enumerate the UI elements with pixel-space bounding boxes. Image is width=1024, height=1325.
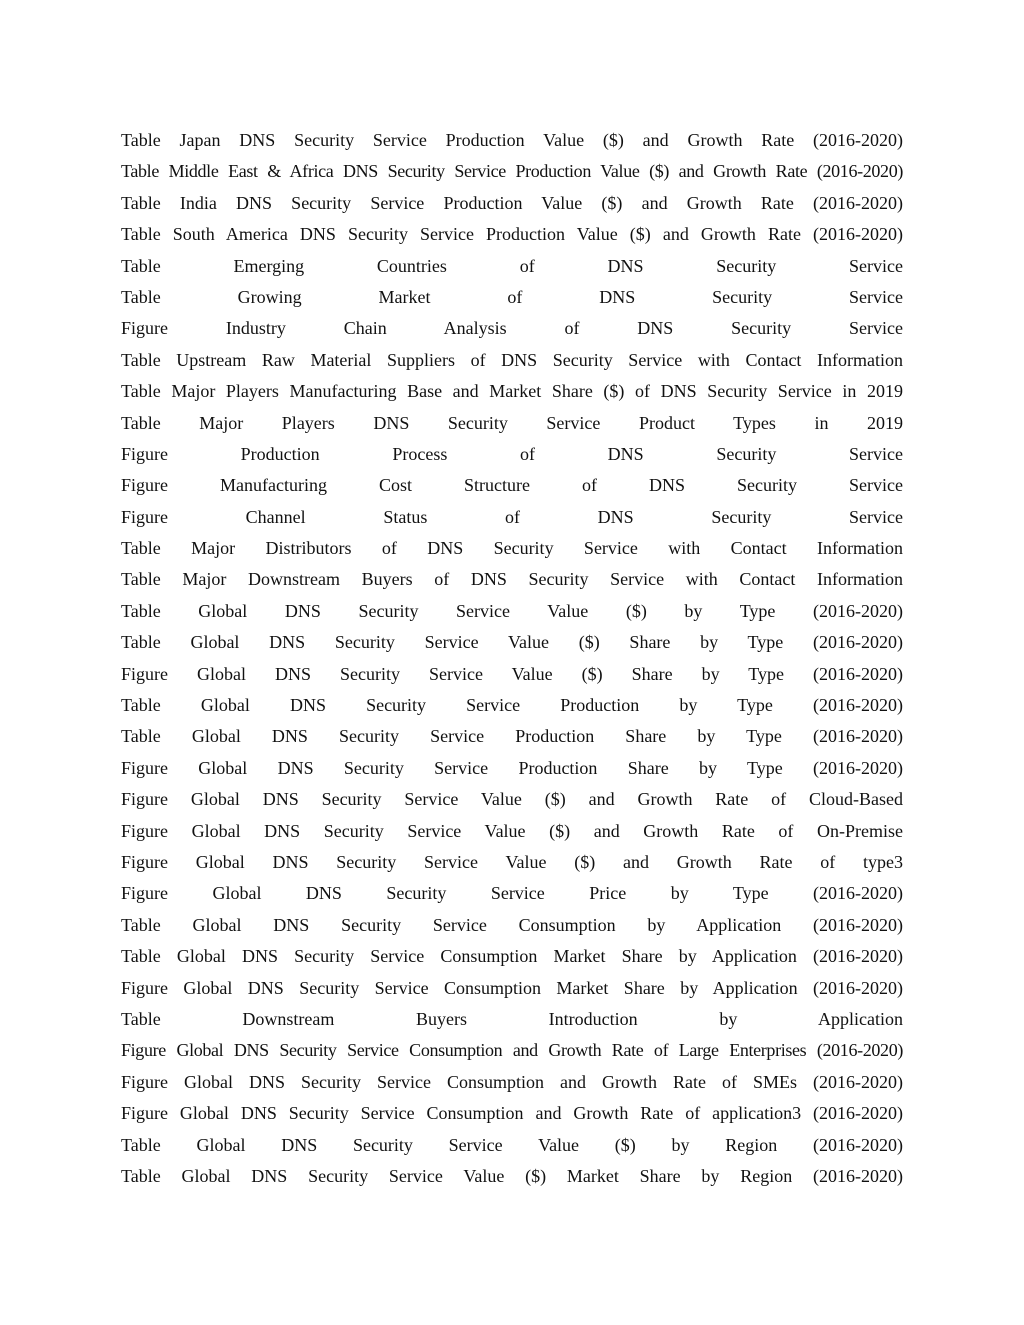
- list-item: Figure Industry Chain Analysis of DNS Security Service: [121, 318, 903, 339]
- list-item: Figure Manufacturing Cost Structure of DNS Security Service: [121, 475, 903, 496]
- list-item: Table Global DNS Security Service Value ($) Share by Type (2016-2020): [121, 632, 903, 653]
- list-item: Table Global DNS Security Service Production by Type (2016-2020): [121, 695, 903, 716]
- list-item: Table Global DNS Security Service Consumption by Application (2016-2020): [121, 914, 903, 935]
- list-item: Figure Global DNS Security Service Price by Type (2016-2020): [121, 883, 903, 904]
- list-item: Table Global DNS Security Service Consumption Market Share by Application (2016-2020): [121, 946, 903, 967]
- list-item: Figure Global DNS Security Service Value ($) and Growth Rate of On-Premise: [121, 820, 903, 841]
- list-item: Figure Channel Status of DNS Security Service: [121, 506, 903, 527]
- list-item: Figure Global DNS Security Service Consumption Market Share by Application (2016-2020): [121, 977, 903, 998]
- list-item: Table Japan DNS Security Service Production Value ($) and Growth Rate (2016-2020): [121, 130, 903, 150]
- list-item: Figure Global DNS Security Service Production Share by Type (2016-2020): [121, 757, 903, 778]
- list-item: Figure Global DNS Security Service Value ($) and Growth Rate of type3: [121, 851, 903, 872]
- list-item: Table Global DNS Security Service Value ($) Market Share by Region (2016-2020): [121, 1165, 903, 1186]
- list-item: Table Major Players Manufacturing Base and Market Share ($) of DNS Security Service in 2019: [121, 381, 903, 402]
- list-item: Table Global DNS Security Service Value ($) by Type (2016-2020): [121, 600, 903, 621]
- list-item: Figure Global DNS Security Service Consumption and Growth Rate of SMEs (2016-2020): [121, 1071, 903, 1092]
- list-item: Figure Global DNS Security Service Value ($) Share by Type (2016-2020): [121, 663, 903, 684]
- list-item: Table Major Distributors of DNS Security Service with Contact Information: [121, 538, 903, 559]
- list-item: Table Major Players DNS Security Service Product Types in 2019: [121, 412, 903, 433]
- list-item: Figure Global DNS Security Service Consumption and Growth Rate of Large Enterprises (2016-2020): [121, 1040, 903, 1061]
- list-item: Table Upstream Raw Material Suppliers of DNS Security Service with Contact Information: [121, 349, 903, 370]
- list-item: Table Global DNS Security Service Value ($) by Region (2016-2020): [121, 1134, 903, 1155]
- list-item: Figure Production Process of DNS Security Service: [121, 443, 903, 464]
- list-item: Table Emerging Countries of DNS Security Service: [121, 255, 903, 276]
- list-item: Table South America DNS Security Service Production Value ($) and Growth Rate (2016-2020): [121, 224, 903, 245]
- list-item: Figure Global DNS Security Service Consumption and Growth Rate of application3 (2016-2020): [121, 1103, 903, 1124]
- list-item: Table India DNS Security Service Production Value ($) and Growth Rate (2016-2020): [121, 192, 903, 213]
- list-item: Table Global DNS Security Service Production Share by Type (2016-2020): [121, 726, 903, 747]
- list-item: Table Downstream Buyers Introduction by Application: [121, 1008, 903, 1029]
- list-item: Table Major Downstream Buyers of DNS Security Service with Contact Information: [121, 569, 903, 590]
- list-item: Table Growing Market of DNS Security Service: [121, 286, 903, 307]
- list-of-tables-and-figures: [121, 125, 903, 1192]
- list-item: Figure Global DNS Security Service Value ($) and Growth Rate of Cloud-Based: [121, 789, 903, 810]
- list-item: Table Middle East & Africa DNS Security Service Production Value ($) and Growth Rate (2016-2020): [121, 161, 903, 182]
